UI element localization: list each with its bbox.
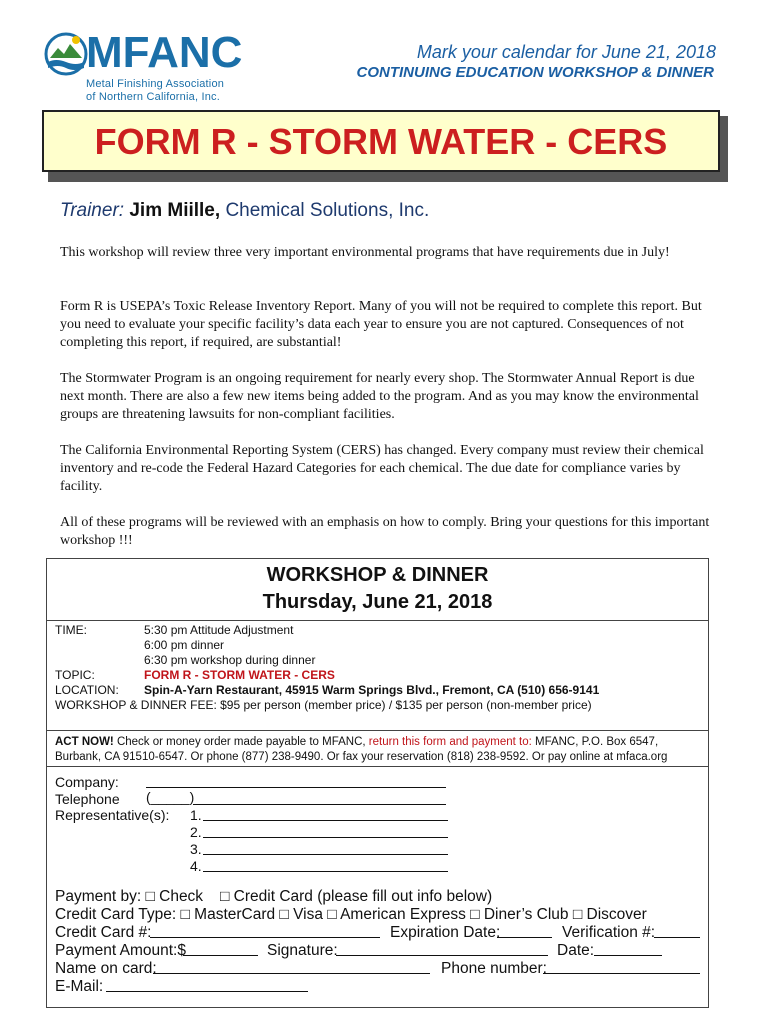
- event-subtitle: CONTINUING EDUCATION WORKSHOP & DINNER: [356, 64, 714, 81]
- verification-label: Verification #:: [562, 924, 656, 941]
- telephone-area-code[interactable]: (_____): [146, 789, 195, 805]
- trainer-label: Trainer:: [60, 200, 125, 221]
- logo-subtitle: Metal Finishing Association of Northern California, Inc.: [86, 78, 225, 103]
- telephone-label: Telephone: [55, 791, 120, 807]
- expiration-label: Expiration Date:: [390, 924, 501, 941]
- verification-field[interactable]: [654, 924, 700, 938]
- payment-credit-card[interactable]: □ Credit Card (please fill out info below): [220, 888, 493, 905]
- divider: [46, 766, 709, 767]
- trainer-line: [60, 200, 429, 222]
- rep-field-1[interactable]: [203, 807, 448, 821]
- signature-label: Signature:: [267, 942, 338, 959]
- representatives-label: Representative(s):: [55, 807, 170, 823]
- form-heading: WORKSHOP & DINNER: [266, 564, 489, 586]
- cc-number-field[interactable]: [150, 924, 380, 938]
- cc-number-label: Credit Card #:: [55, 924, 152, 941]
- trainer-name: Jim Miille,: [129, 200, 221, 221]
- signature-field[interactable]: [336, 942, 548, 956]
- trainer-company: Chemical Solutions, Inc.: [225, 200, 430, 221]
- telephone-field[interactable]: [193, 791, 446, 805]
- page-title: FORM R - STORM WATER - CERS: [94, 121, 668, 162]
- name-on-card-label: Name on card:: [55, 960, 157, 977]
- intro-paragraph: This workshop will review three very important environmental programs that have requirements due in July!: [60, 245, 670, 260]
- act-now-label: ACT NOW!: [55, 736, 114, 748]
- payment-amount-label: Payment Amount:$: [55, 942, 186, 959]
- return-instruction: return this form and payment to:: [368, 736, 532, 748]
- act-now-line: ACT NOW! Check or money order made payable to MFANC, return this form and payment to: MFANC, P.O. Box 6547,: [55, 736, 659, 748]
- location-value: Spin-A-Yarn Restaurant, 45915 Warm Springs Blvd., Fremont, CA (510) 656-9141: [144, 683, 600, 697]
- rep-number-2: 2.: [190, 824, 202, 840]
- time-line-3: 6:30 pm workshop during dinner: [144, 653, 316, 667]
- card-type-options[interactable]: Credit Card Type: □ MasterCard □ Visa □ American Express □ Diner’s Club □ Discover: [55, 906, 647, 923]
- closing-paragraph: All of these programs will be reviewed with an emphasis on how to comply. Bring your questions for this important workshop !!!: [60, 515, 710, 548]
- rep-field-3[interactable]: [203, 841, 448, 855]
- company-field[interactable]: [146, 774, 446, 788]
- logo-wordmark: MFANC: [86, 28, 243, 77]
- mfanc-logo-icon: [42, 28, 92, 98]
- topic-value: FORM R - STORM WATER - CERS: [144, 668, 335, 682]
- contact-line: Burbank, CA 91510-6547. Or phone (877) 238-9490. Or fax your reservation (818) 238-9592. Or pay online at mfaca.org: [55, 751, 668, 763]
- rep-field-2[interactable]: [203, 824, 448, 838]
- topic-label: TOPIC:: [55, 668, 95, 682]
- rep-number-1: 1.: [190, 807, 202, 823]
- rep-number-4: 4.: [190, 858, 202, 874]
- time-label: TIME:: [55, 623, 87, 637]
- name-on-card-field[interactable]: [153, 960, 430, 974]
- calendar-note: Mark your calendar for June 21, 2018: [416, 42, 716, 62]
- divider: [46, 730, 709, 731]
- form-r-paragraph: Form R is USEPA’s Toxic Release Inventory Report. Many of you will not be required to complete this report. But you need to evaluate your specific facility’s data each year to ensure you are not captured. Consequences of not completing this report, if required, are substantial!: [60, 299, 702, 350]
- form-date: Thursday, June 21, 2018: [262, 591, 493, 613]
- fee-text: WORKSHOP & DINNER FEE: $95 per person (member price) / $135 per person (non-member price): [55, 698, 592, 712]
- date-field[interactable]: [594, 942, 662, 956]
- rep-field-4[interactable]: [203, 858, 448, 872]
- location-label: LOCATION:: [55, 683, 119, 697]
- payment-amount-field[interactable]: [183, 942, 258, 956]
- time-line-1: 5:30 pm Attitude Adjustment: [144, 623, 294, 637]
- date-label: Date:: [557, 942, 595, 959]
- payment-by-check[interactable]: Payment by: □ Check: [55, 888, 204, 905]
- company-label: Company:: [55, 774, 119, 790]
- time-line-2: 6:00 pm dinner: [144, 638, 225, 652]
- cers-paragraph: The California Environmental Reporting System (CERS) has changed. Every company must review their chemical inventory and re-code the Federal Hazard Categories for each chemical. The due date for compliance varies by facility.: [60, 443, 704, 494]
- email-label: E-Mail:: [55, 978, 104, 995]
- expiration-field[interactable]: [497, 924, 552, 938]
- phone-number-label: Phone number:: [441, 960, 547, 977]
- divider: [46, 620, 709, 621]
- phone-number-field[interactable]: [543, 960, 700, 974]
- rep-number-3: 3.: [190, 841, 202, 857]
- email-field[interactable]: [106, 978, 308, 992]
- stormwater-paragraph: The Stormwater Program is an ongoing requirement for nearly every shop. The Stormwater Annual Report is due next month. There are also a few new items being added to the program. And as you may know the environmental groups are threatening lawsuits for non-compliant facilities.: [60, 371, 699, 422]
